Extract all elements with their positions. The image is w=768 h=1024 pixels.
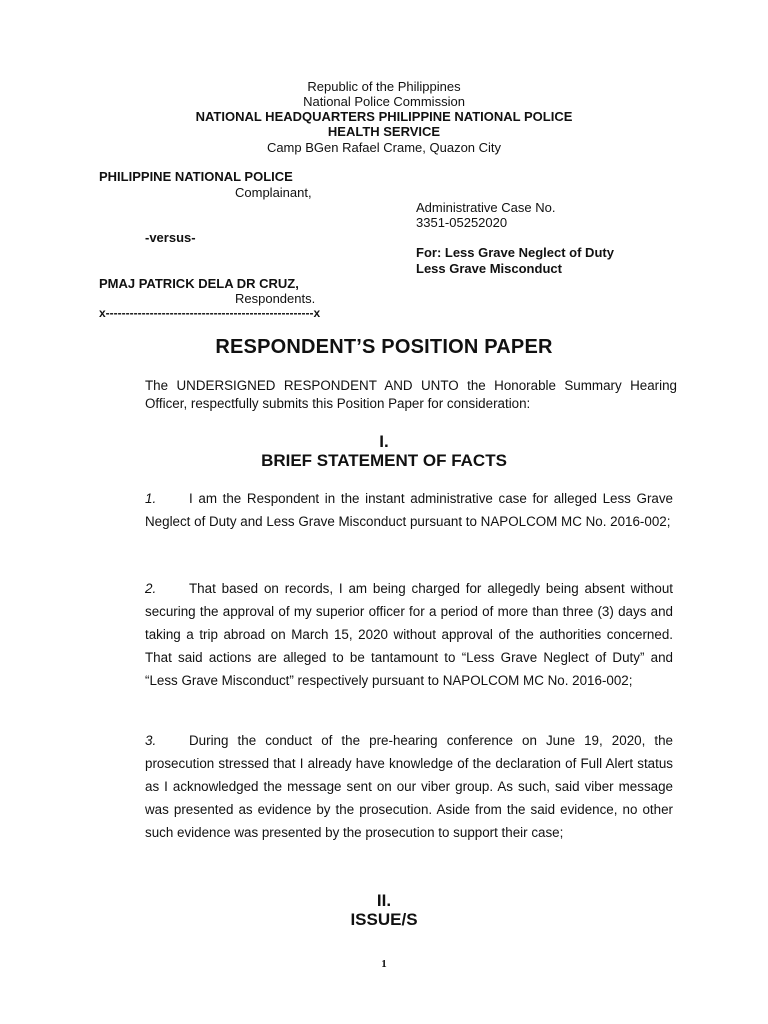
versus-label: -versus-	[145, 230, 196, 245]
paragraph-number: 2.	[145, 581, 157, 596]
header-address: Camp BGen Rafael Crame, Quazon City	[266, 140, 502, 155]
fact-paragraph-1	[145, 487, 673, 533]
charge-misconduct: Less Grave Misconduct	[416, 261, 562, 276]
intro-paragraph	[145, 377, 677, 413]
caption-divider: x----------------------------------------------------x	[99, 306, 321, 320]
section-2-numeral: II.	[376, 891, 392, 910]
intro-text: The UNDERSIGNED RESPONDENT AND UNTO the Honorable Summary Hearing Officer, respectfully submits this Position Paper for consideration:	[145, 378, 677, 411]
complainant-name: PHILIPPINE NATIONAL POLICE	[99, 169, 293, 184]
charge-neglect: For: Less Grave Neglect of Duty	[416, 245, 614, 260]
section-1-numeral: I.	[379, 432, 389, 451]
header-health-service: HEALTH SERVICE	[327, 124, 441, 139]
header-national-headquarters: NATIONAL HEADQUARTERS PHILIPPINE NATIONAL POLICE	[195, 109, 573, 124]
paragraph-number: 3.	[145, 733, 157, 748]
page-number: 1	[381, 958, 387, 970]
paragraph-text: During the conduct of the pre-hearing conference on June 19, 2020, the prosecution stressed that I already have knowledge of the declaration of Full Alert status as I acknowledged the message sent on our viber group. As such, said viber message was presented as evidence by the prosecution. Aside from the said evidence, no other such evidence was presented by the prosecution to support their case;	[145, 733, 673, 840]
case-number: 3351-05252020	[416, 215, 508, 230]
header-commission: National Police Commission	[303, 94, 465, 109]
fact-paragraph-2	[145, 577, 673, 692]
respondent-role: Respondents.	[235, 291, 316, 306]
document-title: RESPONDENT’S POSITION PAPER	[215, 336, 553, 358]
case-label: Administrative Case No.	[416, 200, 556, 215]
paragraph-text: I am the Respondent in the instant administrative case for alleged Less Grave Neglect of Duty and Less Grave Misconduct pursuant to NAPOLCOM MC No. 2016-002;	[145, 491, 673, 529]
header-republic: Republic of the Philippines	[307, 79, 461, 94]
fact-paragraph-3	[145, 729, 673, 844]
complainant-role: Complainant,	[235, 185, 312, 200]
section-1-heading: BRIEF STATEMENT OF FACTS	[261, 451, 507, 470]
section-2-heading: ISSUE/S	[350, 910, 418, 929]
respondent-name: PMAJ PATRICK DELA DR CRUZ,	[99, 276, 299, 291]
paragraph-number: 1.	[145, 491, 157, 506]
paragraph-text: That based on records, I am being charged for allegedly being absent without securing the approval of my superior officer for a period of more than three (3) days and taking a trip abroad on March 15, 2020 without approval of the authorities concerned. That said actions are alleged to be tantamount to “Less Grave Neglect of Duty” and “Less Grave Misconduct” respectively pursuant to NAPOLCOM MC No. 2016-002;	[145, 581, 673, 688]
